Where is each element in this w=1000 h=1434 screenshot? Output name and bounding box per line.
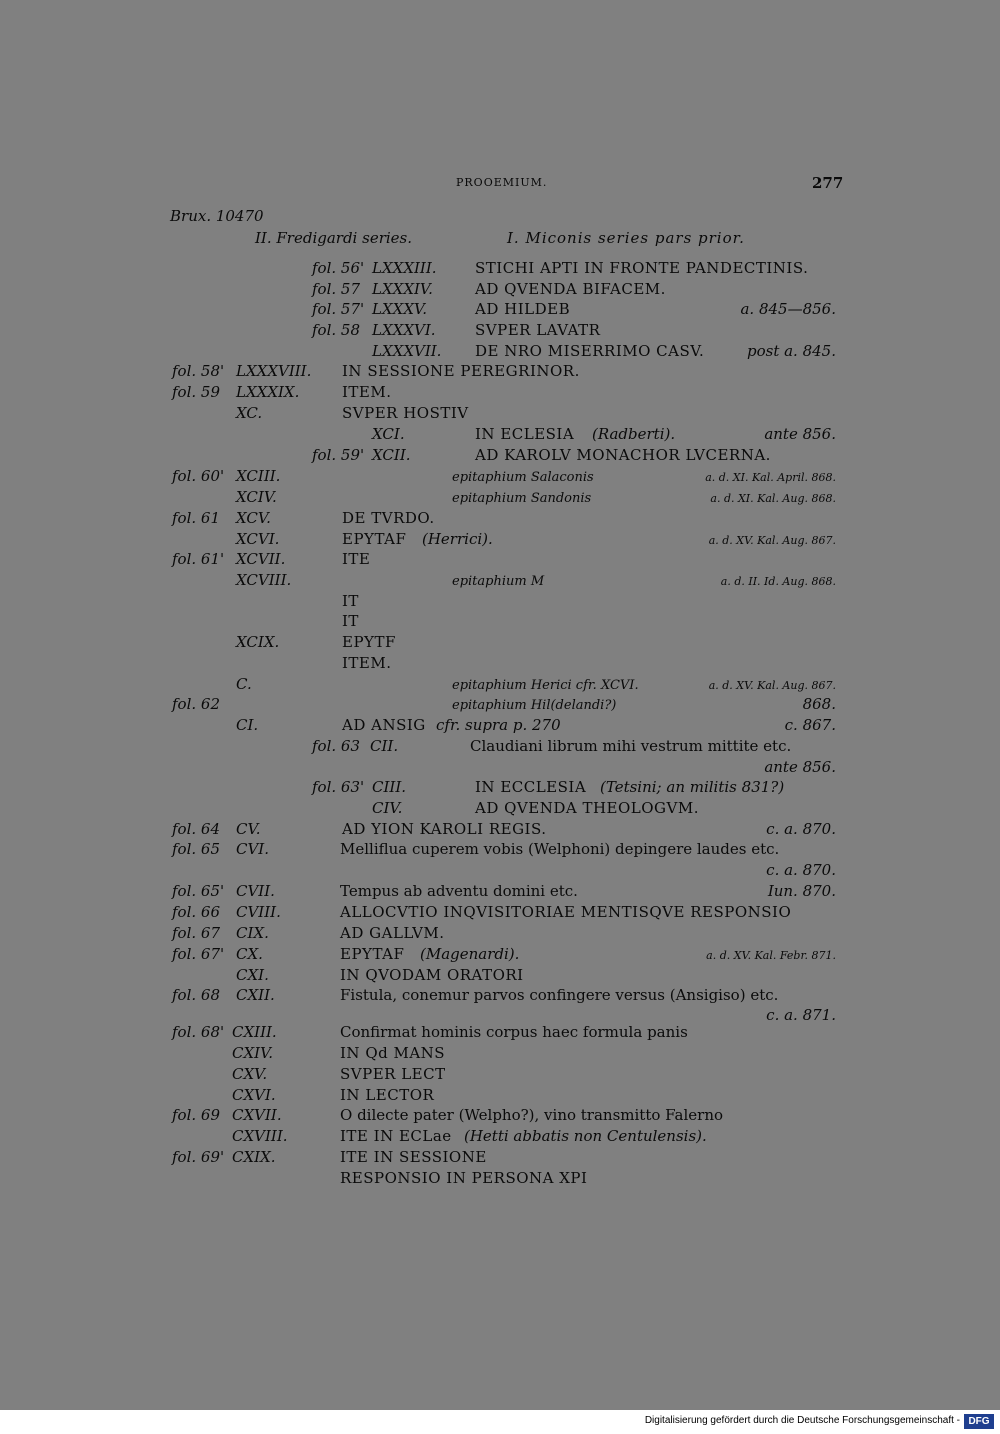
folio-ref: fol. 69 — [172, 1106, 221, 1124]
entry-title: ALLOCVTIO INQVISITORIAE MENTISQVE RESPONSIO — [340, 903, 792, 921]
entry-title: epitaphium Hil(delandi?) — [452, 698, 617, 713]
entry-date: a. d. II. Id. Aug. 868. — [720, 575, 836, 588]
entry-title: DE NRO MISERRIMO CASV. — [475, 342, 705, 360]
entry-number: CII. — [370, 737, 399, 755]
folio-ref: fol. 58' — [172, 362, 225, 380]
folio-ref: fol. 64 — [172, 820, 221, 838]
entry-date: ante 856. — [764, 758, 836, 776]
entry-number: CVII. — [236, 882, 275, 900]
folio-ref: fol. 65 — [172, 840, 221, 858]
entry-number: LXXXVIII. — [236, 362, 312, 380]
entry-number: CXIX. — [232, 1148, 276, 1166]
entry-number: CXVII. — [232, 1106, 282, 1124]
entry-title: SVPER HOSTIV — [342, 404, 469, 422]
entry-title: ITEM. — [342, 654, 392, 672]
folio-ref: fol. 58 — [312, 321, 361, 339]
footer-bar — [0, 1410, 1000, 1434]
entry-number: LXXXVII. — [372, 342, 442, 360]
entry-title: IN ECLESIA — [475, 425, 575, 443]
entry-title: EPYTAF — [342, 530, 407, 548]
entry-title: RESPONSIO IN PERSONA XPI — [340, 1169, 588, 1187]
entry-title: AD YION KAROLI REGIS. — [342, 820, 547, 838]
entry-title: epitaphium Salaconis — [452, 470, 594, 485]
entry-number: CVIII. — [236, 903, 281, 921]
entry-title: AD ANSIG — [342, 716, 426, 734]
entry-title: SVPER LAVATR — [475, 321, 601, 339]
entry-number: CI. — [236, 716, 259, 734]
folio-ref: fol. 68 — [172, 986, 221, 1004]
entry-number: LXXXIX. — [236, 383, 300, 401]
entry-number: XCVIII. — [236, 571, 292, 589]
folio-ref: fol. 65' — [172, 882, 225, 900]
entry-title: IN QVODAM ORATORI — [340, 966, 524, 984]
entry-number: CIV. — [372, 799, 403, 817]
series-heading-right: I. Miconis series pars prior. — [507, 229, 745, 247]
entry-number: LXXXV. — [372, 300, 427, 318]
entry-title: AD QVENDA BIFACEM. — [475, 280, 666, 298]
entry-number: CXVI. — [232, 1086, 276, 1104]
folio-ref: fol. 59 — [172, 383, 221, 401]
entry-title: SVPER LECT — [340, 1065, 446, 1083]
entry-note: cfr. supra p. 270 — [436, 716, 561, 734]
entry-title: IT — [342, 612, 359, 630]
entry-number: C. — [236, 675, 252, 693]
entry-number: LXXXVI. — [372, 321, 436, 339]
entry-number: XC. — [236, 404, 263, 422]
entry-title: AD QVENDA THEOLOGVM. — [475, 799, 699, 817]
entry-date: a. d. XI. Kal. Aug. 868. — [710, 492, 836, 505]
entry-date: Iun. 870. — [767, 882, 836, 900]
entry-date: c. a. 870. — [766, 861, 836, 879]
folio-ref: fol. 57' — [312, 300, 365, 318]
entry-title: Confirmat hominis corpus haec formula panis — [340, 1023, 688, 1041]
folio-ref: fol. 61 — [172, 509, 221, 527]
funding-notice: Digitalisierung gefördert durch die Deutsche Forschungsgemeinschaft - — [644, 1415, 960, 1426]
entry-number: CXI. — [236, 966, 269, 984]
entry-date: c. a. 871. — [766, 1006, 836, 1024]
entry-date: a. d. XI. Kal. April. 868. — [705, 471, 836, 484]
entry-number: CX. — [236, 945, 263, 963]
entry-note: (Radberti). — [592, 425, 676, 443]
folio-ref: fol. 63 — [312, 737, 361, 755]
entry-title: epitaphium Sandonis — [452, 491, 592, 506]
entry-note: (Magenardi). — [420, 945, 520, 963]
entry-title: AD KAROLV MONACHOR LVCERNA. — [475, 446, 771, 464]
folio-ref: fol. 56' — [312, 259, 365, 277]
entry-number: XCIV. — [236, 488, 277, 506]
entry-number: CVI. — [236, 840, 270, 858]
entry-date: a. 845—856. — [740, 300, 836, 318]
entry-note: (Tetsini; an militis 831?) — [600, 778, 785, 796]
entry-date: c. 867. — [784, 716, 836, 734]
entry-title: DE TVRDO. — [342, 509, 435, 527]
entry-date: a. d. XV. Kal. Febr. 871. — [706, 949, 836, 962]
entry-date: c. a. 870. — [766, 820, 836, 838]
entry-date: a. d. XV. Kal. Aug. 867. — [708, 534, 836, 547]
entry-number: CXIII. — [232, 1023, 277, 1041]
dfg-logo[interactable]: DFG — [964, 1414, 994, 1429]
entry-date: a. d. XV. Kal. Aug. 867. — [708, 679, 836, 692]
folio-ref: fol. 57 — [312, 280, 361, 298]
entry-number: XCIII. — [236, 467, 281, 485]
folio-ref: fol. 68' — [172, 1023, 225, 1041]
entry-title: IN SESSIONE PEREGRINOR. — [342, 362, 580, 380]
entry-title: ITEM. — [342, 383, 392, 401]
entry-number: XCVI. — [236, 530, 280, 548]
entry-number: XCV. — [236, 509, 271, 527]
entry-title: Claudiani librum mihi vestrum mittite etc. — [470, 737, 792, 755]
codex-label: Brux. 10470 — [170, 207, 264, 225]
entry-title: ITE IN ECLae — [340, 1127, 452, 1145]
entry-number: XCVII. — [236, 550, 286, 568]
folio-ref: fol. 61' — [172, 550, 225, 568]
folio-ref: fol. 62 — [172, 695, 221, 713]
entry-number: CIII. — [372, 778, 407, 796]
entry-title: IN ECCLESIA — [475, 778, 587, 796]
entry-date: post a. 845. — [746, 342, 836, 360]
folio-ref: fol. 69' — [172, 1148, 225, 1166]
entry-number: CXII. — [236, 986, 275, 1004]
series-heading-left: II. Fredigardi series. — [255, 229, 413, 247]
entry-date: ante 856. — [764, 425, 836, 443]
entry-number: CXV. — [232, 1065, 268, 1083]
folio-ref: fol. 67' — [172, 945, 225, 963]
entry-title: O dilecte pater (Welpho?), vino transmitto Falerno — [340, 1106, 724, 1124]
entry-number: LXXXIV. — [372, 280, 433, 298]
entry-number: CIX. — [236, 924, 269, 942]
entry-title: epitaphium Herici cfr. XCVI. — [452, 678, 639, 693]
folio-ref: fol. 63' — [312, 778, 365, 796]
entry-number: CV. — [236, 820, 261, 838]
entry-title: EPYTAF — [340, 945, 405, 963]
entry-number: LXXXIII. — [372, 259, 437, 277]
folio-ref: fol. 60' — [172, 467, 225, 485]
entry-title: IT — [342, 592, 359, 610]
entry-title: ITE IN SESSIONE — [340, 1148, 487, 1166]
entry-number: CXVIII. — [232, 1127, 288, 1145]
entry-title: STICHI APTI IN FRONTE PANDECTINIS. — [475, 259, 809, 277]
entry-title: Fistula, conemur parvos confingere versus (Ansigiso) etc. — [340, 986, 779, 1004]
entry-date: 868. — [802, 695, 836, 713]
entry-number: CXIV. — [232, 1044, 274, 1062]
entry-title: IN Qd MANS — [340, 1044, 446, 1062]
folio-ref: fol. 66 — [172, 903, 221, 921]
entry-number: XCII. — [372, 446, 411, 464]
entry-title: epitaphium M — [452, 574, 545, 589]
entry-number: XCI. — [372, 425, 405, 443]
entry-title: IN LECTOR — [340, 1086, 435, 1104]
entry-title: Tempus ab adventu domini etc. — [340, 882, 578, 900]
entry-title: AD HILDEB — [475, 300, 571, 318]
running-title: PROOEMIUM. — [456, 176, 548, 189]
entry-title: AD GALLVM. — [340, 924, 445, 942]
entry-note: (Hetti abbatis non Centulensis). — [464, 1127, 707, 1145]
entry-title: EPYTF — [342, 633, 396, 651]
entry-number: XCIX. — [236, 633, 280, 651]
entry-note: (Herrici). — [422, 530, 493, 548]
entry-title: Melliflua cuperem vobis (Welphoni) depingere laudes etc. — [340, 840, 780, 858]
folio-ref: fol. 59' — [312, 446, 365, 464]
entry-title: ITE — [342, 550, 371, 568]
page-number: 277 — [812, 174, 844, 192]
folio-ref: fol. 67 — [172, 924, 221, 942]
